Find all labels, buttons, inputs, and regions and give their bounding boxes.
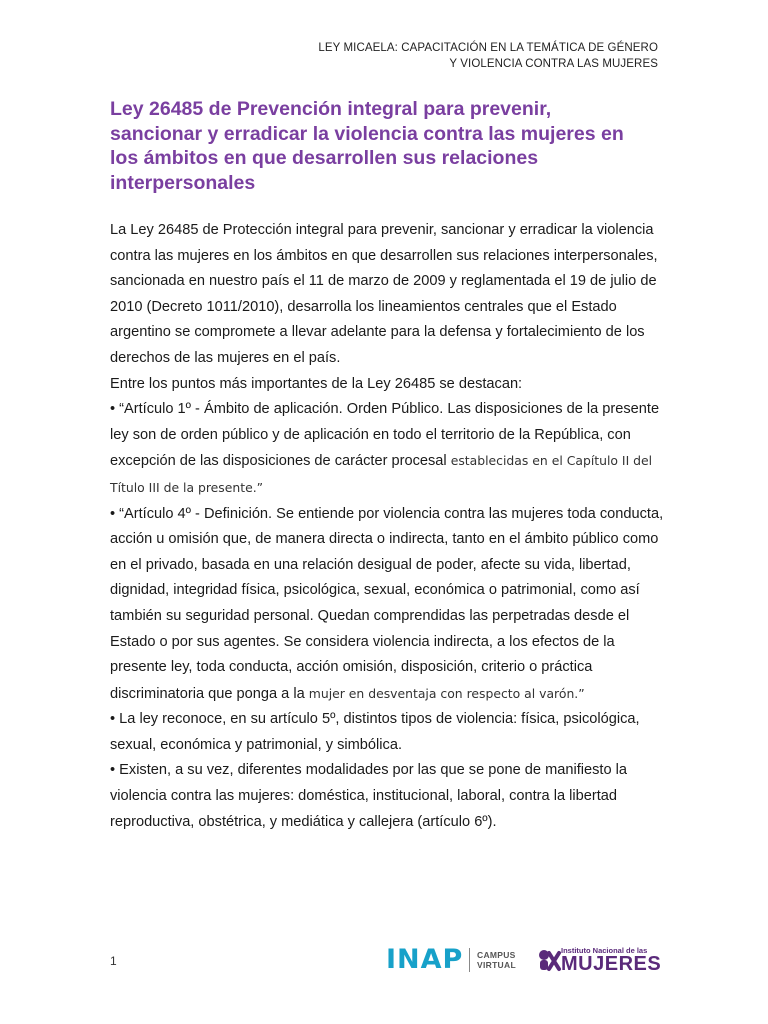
logo-divider bbox=[469, 948, 470, 972]
campus-virtual-logo bbox=[477, 950, 516, 970]
intro-paragraph: La Ley 26485 de Protección integral para prevenir, sancionar y erradicar la violencia contra las mujeres en los ámbitos en que desarrollen sus relaciones interpersonales, sancionada en nuestro país el 11 de marzo de 2009 y reglamentada el 19 de julio de 2010 (Decreto 1011/2010), desarrolla los lineamientos centrales que el Estado argentino se compromete a llevar adelante para la defensa y fortalecimiento de los derechos de las mujeres en el país. bbox=[110, 222, 658, 366]
point-article-1 bbox=[110, 397, 670, 501]
point-article-1-text: • “Artículo 1º - Ámbito de aplicación. Orden Público. Las disposiciones de la presente ley son de orden público y de aplicación en todo el territorio de la República, con excepción de las disposiciones de carácter procesal bbox=[110, 401, 660, 470]
page-footer bbox=[0, 940, 768, 980]
document-title: Ley 26485 de Prevención integral para prevenir, sancionar y erradicar la violencia contra las mujeres en los ámbitos en que desarrollen sus relaciones interpersonales bbox=[110, 98, 624, 194]
running-header-line-1: LEY MICAELA: CAPACITACIÓN EN LA TEMÁTICA DE GÉNERO bbox=[318, 42, 658, 54]
campus-logo-line-2: VIRTUAL bbox=[477, 960, 516, 970]
document-body bbox=[110, 218, 670, 835]
instituto-mujeres-logo bbox=[537, 945, 662, 975]
point-article-4-tail: mujer en desventaja con respecto al varón.” bbox=[308, 685, 585, 701]
point-article-1-tail: establecidas en el Capítulo II del Título III de la presente.” bbox=[110, 453, 653, 495]
point-violence-modalities: • Existen, a su vez, diferentes modalidades por las que se pone de manifiesto la violencia contra las mujeres: doméstica, institucional, laboral, contra la libertad reproductiva, obstétrica, y mediática y callejera (artículo 6º). bbox=[110, 762, 628, 830]
mujeres-emblem-icon bbox=[537, 947, 563, 973]
points-intro: Entre los puntos más importantes de la Ley 26485 se destacan: bbox=[110, 375, 523, 392]
running-header bbox=[318, 40, 658, 72]
point-article-4 bbox=[110, 502, 670, 708]
mujeres-logo-small-text: Instituto Nacional de las bbox=[561, 946, 648, 955]
inap-logo: INAP bbox=[386, 944, 464, 975]
running-header-line-2: Y VIOLENCIA CONTRA LAS MUJERES bbox=[449, 58, 658, 70]
page-number: 1 bbox=[110, 954, 117, 968]
point-article-4-text: • “Artículo 4º - Definición. Se entiende por violencia contra las mujeres toda conducta, acción u omisión que, de manera directa o indirecta, tanto en el ámbito público como en el privado, basada en una relación desigual de poder, afecte su vida, libertad, dignidad, integridad física, psicológica, sexual, económica o patrimonial, como así también su seguridad personal. Quedan comprendidas las perpetradas desde el Estado o por sus agentes. Se considera violencia indirecta, a los efectos de la presente ley, toda conducta, acción omisión, disposición, criterio o práctica discriminatoria que ponga a la bbox=[110, 505, 664, 702]
campus-logo-line-1: CAMPUS bbox=[477, 950, 516, 960]
mujeres-logo-big-text: MUJERES bbox=[561, 953, 662, 975]
point-violence-types: • La ley reconoce, en su artículo 5º, distintos tipos de violencia: física, psicológica, sexual, económica y patrimonial, y simbólica. bbox=[110, 711, 640, 753]
